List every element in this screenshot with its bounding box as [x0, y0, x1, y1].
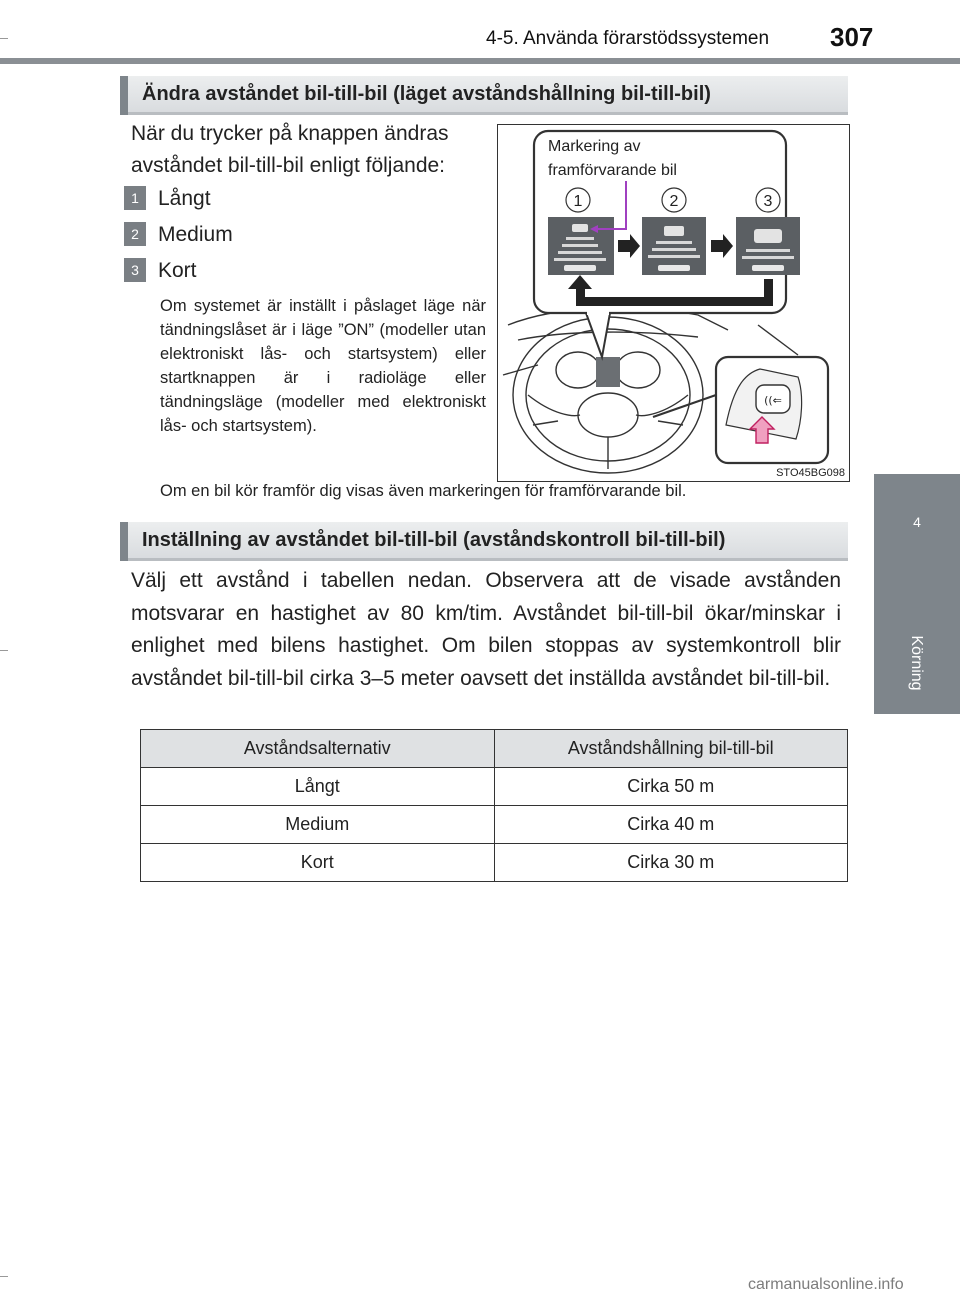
distance-display-short: [736, 217, 800, 275]
callout-line-1: Markering av: [548, 138, 641, 155]
section-header-2: [120, 522, 848, 561]
table-row: [141, 806, 848, 844]
crop-mark: [0, 38, 8, 39]
multi-info-display: [596, 357, 620, 387]
column-header: Avståndshållning bil-till-bil: [494, 730, 848, 768]
distance-table: [140, 729, 848, 882]
table-row: [141, 844, 848, 882]
number-badge: 3: [124, 258, 146, 282]
intro-text: När du trycker på knappen ändras avståndet bil-till-bil enligt följande:: [131, 122, 449, 177]
table-cell: Långt: [141, 768, 495, 806]
distance-display-medium: [642, 217, 706, 275]
chapter-number: 4: [913, 514, 921, 530]
option-label: Medium: [158, 223, 233, 246]
illustration-drawing: [498, 125, 849, 481]
callout-line-2: framförvarande bil: [548, 162, 677, 179]
table-cell: Medium: [141, 806, 495, 844]
distance-display-long: [548, 217, 614, 275]
watermark: carmanualsonline.info: [748, 1276, 904, 1293]
illustration: [497, 124, 850, 482]
chapter-tab: [874, 474, 960, 714]
body-paragraph: Välj ett avstånd i tabellen nedan. Observera att de visade avstånden motsvarar en hastighet av 80 km/tim. Avståndet bil-till-bil ökar/minskar i enlighet med bilens hastighet. Om bilen stoppas av systemkontroll blir avståndet bil-till-bil cirka 3–5 meter oavsett det inställda avståndet bil-till-bil.: [131, 569, 841, 690]
table-cell: Cirka 50 m: [494, 768, 848, 806]
section-title-2: Inställning av avståndet bil-till-bil (avståndskontroll bil-till-bil): [142, 529, 726, 551]
option-item: [124, 258, 197, 283]
chapter-label: Körning: [908, 635, 925, 691]
page-number: 307: [830, 22, 874, 52]
header-section-title: 4-5. Använda förarstödssystemen: [486, 28, 770, 49]
column-header: Avståndsalternativ: [141, 730, 495, 768]
table-cell: Kort: [141, 844, 495, 882]
table-cell: Cirka 30 m: [494, 844, 848, 882]
option-item: [124, 222, 233, 247]
table-cell: Cirka 40 m: [494, 806, 848, 844]
option-label: Långt: [158, 187, 211, 210]
crop-mark: [0, 650, 8, 651]
option-item: [124, 186, 211, 211]
section-header-1: [120, 76, 848, 115]
note-text: Om systemet är inställt i påslaget läge när tändningslåset är i läge ”ON” (modeller utan elektroniskt lås- och startsystem) eller startknappen är i radioläge eller tändningsläge (modeller med elektroniskt lås- och startsystem).: [160, 297, 486, 435]
number-badge: 1: [124, 186, 146, 210]
distance-switch-detail: [716, 357, 828, 463]
step-label: 1: [573, 193, 583, 210]
note-text-2: Om en bil kör framför dig visas även markeringen för framförvarande bil.: [160, 482, 687, 500]
distance-switch-icon: ((⇐: [764, 394, 782, 407]
number-badge: 2: [124, 222, 146, 246]
figure-code: STO45BG098: [776, 467, 845, 479]
header-rule: [0, 58, 960, 64]
step-label: 3: [763, 193, 773, 210]
table-header-row: [141, 730, 848, 768]
option-label: Kort: [158, 259, 197, 282]
table-row: [141, 768, 848, 806]
step-label: 2: [669, 193, 679, 210]
crop-mark: [0, 1276, 8, 1277]
section-title-1: Ändra avståndet bil-till-bil (läget avståndshållning bil-till-bil): [142, 83, 711, 105]
